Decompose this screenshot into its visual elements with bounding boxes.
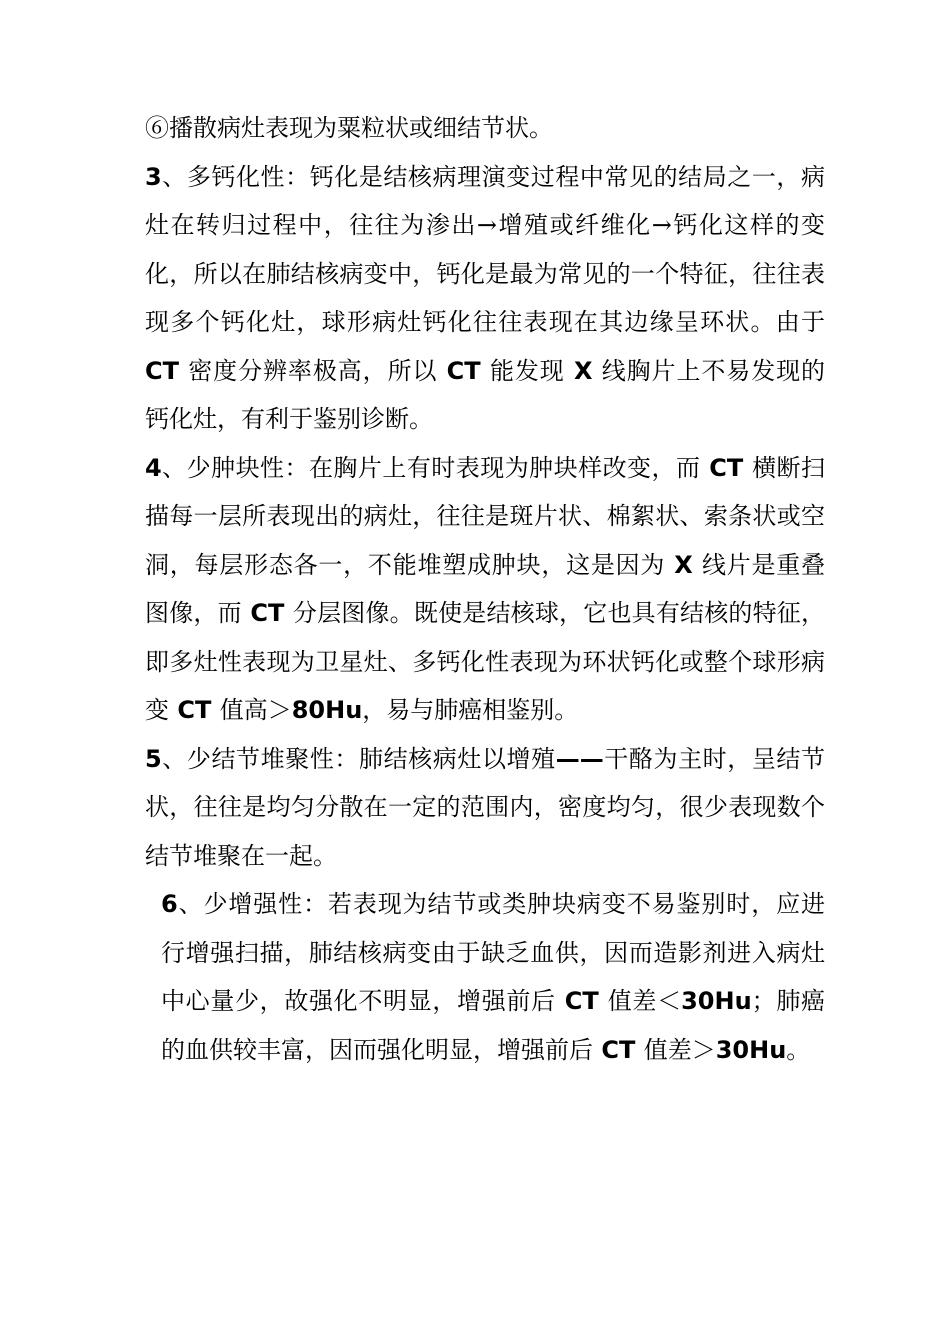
bold-text-run: CT xyxy=(169,696,220,724)
bold-text-run: CT xyxy=(700,453,753,482)
bold-text-run: 6 xyxy=(161,890,178,918)
text-run: 、多钙化性：钙化是结核病理演变过程中常见的结局之一，病灶在转归过程中，往往为渗出→增殖或纤维化→钙化这样的变化，所以在肺结核病变中，钙化是最为常见的一个特征，往往表现多个钙化灶，球形病灶钙化往往表现在其边缘呈环状。由于 xyxy=(145,162,825,336)
bold-text-run: CT xyxy=(241,599,293,627)
paragraph-calcification xyxy=(145,153,825,444)
text-run: ，易与肺癌相鉴别。 xyxy=(362,696,579,724)
bold-text-run: 30Hu xyxy=(681,987,752,1015)
paragraph-few-nodule-clusters xyxy=(145,735,825,881)
text-run: 分层图像。既使是结核球，它也具有结核的特征，即多灶性表现为卫星灶、多钙化性表现为环状钙化或整个球形病变 xyxy=(145,599,826,724)
paragraph-disseminated-lesions xyxy=(145,104,825,153)
text-run: 值差＜ xyxy=(607,987,682,1015)
text-run: 能发现 xyxy=(489,356,565,385)
bold-text-run: X xyxy=(564,356,602,385)
bold-text-run: 4 xyxy=(145,453,162,482)
bold-text-run: X xyxy=(665,550,702,579)
text-run: 横断扫描每一层所表现出的病灶，往往是斑片状、棉絮状、索条状或空洞，每层形态各一，不能堆塑成肿块，这是因为 xyxy=(145,453,826,579)
bold-text-run: 80Hu xyxy=(291,696,363,724)
text-run: 、少肿块性：在胸片上有时表现为肿块样改变，而 xyxy=(161,453,701,482)
text-run: 值高＞ xyxy=(219,696,292,724)
bold-text-run: —— xyxy=(555,744,604,773)
paragraph-few-masses xyxy=(145,444,825,735)
text-run: 、少结节堆聚性：肺结核病灶以增殖 xyxy=(161,744,556,773)
text-run: 线胸片上不易发现的钙化灶，有利于鉴别诊断。 xyxy=(145,356,826,433)
bold-text-run: CT xyxy=(437,356,490,385)
paragraph-low-enhancement xyxy=(145,880,825,1074)
document-page xyxy=(145,104,825,1074)
text-run: 值差＞ xyxy=(643,1035,716,1064)
text-run: 干酪为主时，呈结节状，往往是均匀分散在一定的范围内，密度均匀，很少表现数个结节堆聚在一起。 xyxy=(145,744,826,870)
text-run: 线片是重叠图像，而 xyxy=(145,550,826,627)
bold-text-run: CT xyxy=(593,1035,644,1064)
bold-text-run: 5 xyxy=(145,744,162,773)
bold-text-run: CT xyxy=(555,987,608,1015)
text-run: 、少增强性：若表现为结节或类肿块病变不易鉴别时，应进行增强扫描，肺结核病变由于缺乏血供，因而造影剂进入病灶中心量少，故强化不明显，增强前后 xyxy=(161,890,825,1015)
text-run: ⑥播散病灶表现为粟粒状或细结节状。 xyxy=(145,114,553,142)
text-run: 。 xyxy=(786,1035,811,1064)
bold-text-run: 3 xyxy=(145,162,162,191)
bold-text-run: CT xyxy=(145,356,189,385)
text-run: ；肺癌的血供较丰富，因而强化明显，增强前后 xyxy=(161,987,826,1064)
text-run: 密度分辨率极高，所以 xyxy=(188,356,438,385)
bold-text-run: 30Hu xyxy=(715,1035,787,1064)
